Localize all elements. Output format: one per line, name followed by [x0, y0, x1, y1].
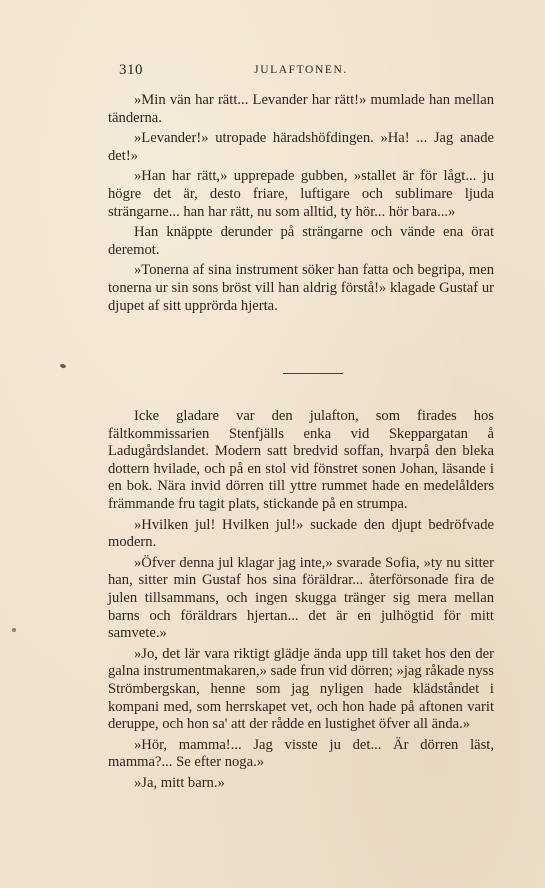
paragraph: »Öfver denna jul klagar jag inte,» svarade Sofia, »ty nu sitter han, sitter min Gustaf hos sina föräldrar... återförsonade fira de julen tillsammans, och ingen skugga tränger sig mera mellan barns och föräldrars hjertan... det är en julhögtid för mitt samvete.» — [108, 554, 494, 642]
ink-mark — [12, 628, 16, 632]
paragraph: »Hör, mamma!... Jag visste ju det... Är dörren läst, mamma?... Se efter noga.» — [108, 736, 494, 771]
section-separator — [283, 373, 343, 374]
paragraph: »Han har rätt,» upprepade gubben, »stallet är för lågt... ju högre det är, desto friare, luftigare och sublimare ljuda strängarne... han har rätt, nu som alltid, ty hör... hör bara...» — [108, 168, 494, 220]
section-1-text — [108, 92, 494, 315]
page-header — [108, 62, 494, 80]
paragraph: »Jo, det lär vara riktigt glädje ända upp till taket hos den der galna instrumentmakaren,» sade frun vid dörren; »jag råkade nyss Strömbergskan, henne som jag nyligen hade klädståndet i kompani med, som herrskapet vet, och hon hade på aftonen varit deruppe, och hon sa' att der rådde en lustighet öfver all ända.» — [108, 645, 494, 733]
section-2-text — [108, 408, 494, 792]
ink-mark — [59, 363, 66, 369]
paragraph: »Tonerna af sina instrument söker han fatta och begripa, men tonerna ur sin sons bröst vill han aldrig förstå!» klagade Gustaf ur djupet af sitt upprörda hjerta. — [108, 262, 494, 314]
paragraph: »Hvilken jul! Hvilken jul!» suckade den djupt bedröfvade modern. — [108, 516, 494, 551]
paragraph: »Ja, mitt barn.» — [134, 774, 225, 791]
paragraph: Icke gladare var den julafton, som firades hos fältkommissarien Stenfjälls enka vid Skeppargatan å Ladugårdslandet. Modern satt bredvid soffan, hvarpå den bleka dottern hvilade, och på en stol vid fönstret sonen Johan, läsande i en bok. Nära invid dörren till yttre rummet hade en medelålders främmande fru tagit plats, stickande på en strumpa. — [108, 408, 494, 512]
paragraph: Han knäppte derunder på strängarne och vände ena örat deremot. — [108, 224, 494, 258]
paragraph: »Levander!» utropade häradshöfdingen. »Ha! ... Jag anade det!» — [108, 130, 494, 164]
running-head: JULAFTONEN. — [254, 64, 348, 76]
paragraph: »Min vän har rätt... Levander har rätt!» mumlade han mellan tänderna. — [108, 92, 494, 126]
page-number: 310 — [119, 62, 143, 78]
